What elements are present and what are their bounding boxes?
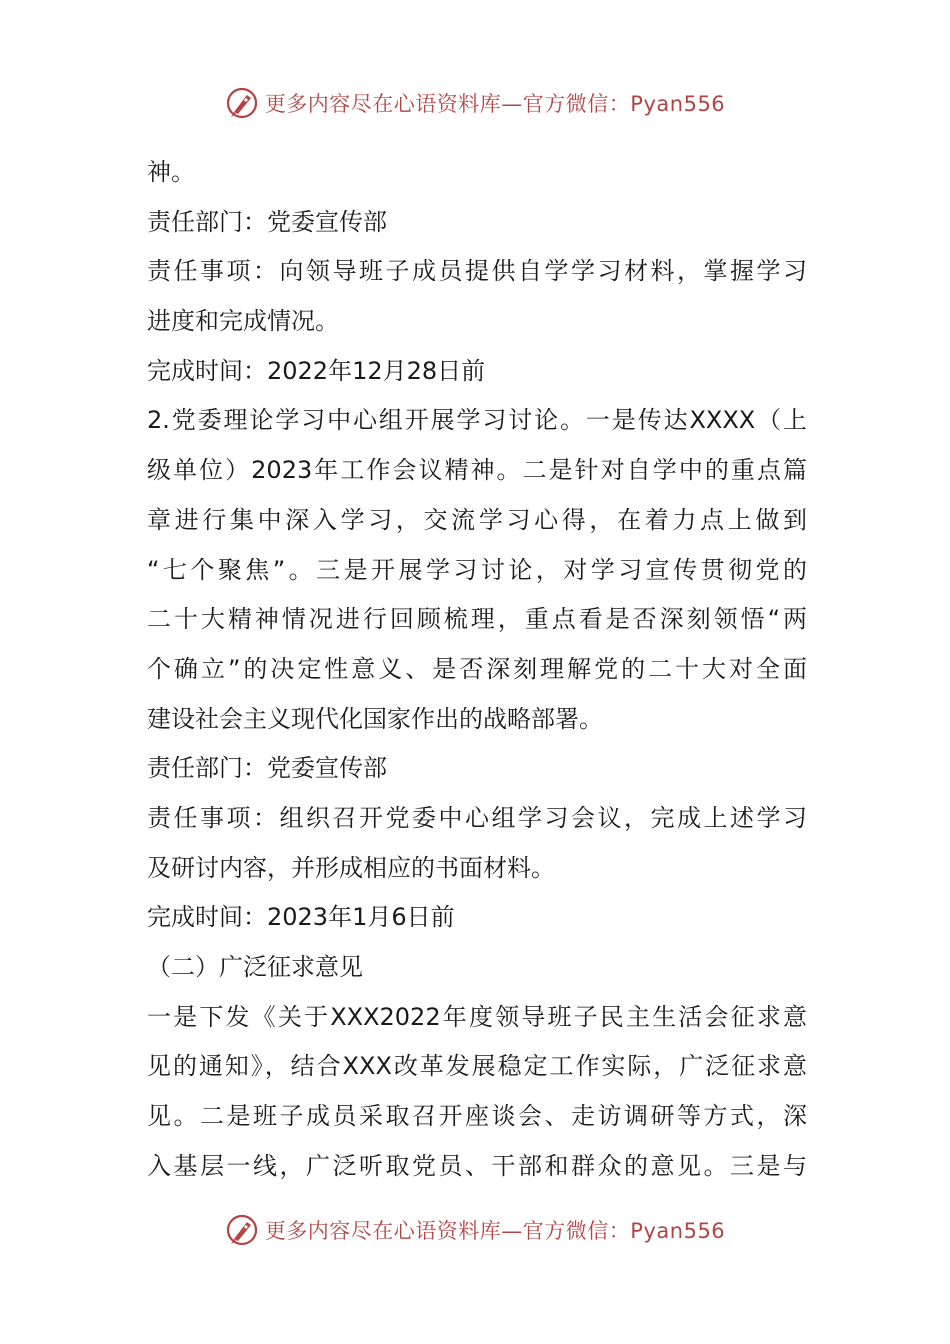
text-line: 完成时间：2022年12月28日前 xyxy=(147,356,486,385)
text-line: 级单位）2023年工作会议精神。二是针对自学中的重点篇 xyxy=(147,456,807,485)
watermark-text: 更多内容尽在心语资料库—官方微信：Pyan556 xyxy=(264,1219,726,1243)
section-heading: （二）广泛征求意见 xyxy=(147,953,363,981)
watermark-text: 更多内容尽在心语资料库—官方微信：Pyan556 xyxy=(264,92,726,116)
text-line: 个确立”的决定性意义、是否深刻理解党的二十大对全面 xyxy=(147,654,807,683)
pen-nib-logo-icon xyxy=(225,86,259,120)
text-line: 进度和完成情况。 xyxy=(147,307,339,336)
text-line: 入基层一线，广泛听取党员、干部和群众的意见。三是与 xyxy=(147,1151,807,1180)
document-body xyxy=(147,148,807,1191)
text-line: 责任事项：向领导班子成员提供自学学习材料，掌握学习 xyxy=(147,257,807,286)
watermark-banner-top xyxy=(0,81,950,125)
text-line: 责任事项：组织召开党委中心组学习会议，完成上述学习 xyxy=(147,803,807,832)
text-line: 建设社会主义现代化国家作出的战略部署。 xyxy=(147,704,603,733)
pen-nib-logo-icon xyxy=(225,1213,259,1247)
text-line: 责任部门：党委宣传部 xyxy=(147,754,387,783)
text-line: 见的通知》，结合XXX改革发展稳定工作实际，广泛征求意 xyxy=(147,1052,807,1081)
text-line: 及研讨内容，并形成相应的书面材料。 xyxy=(147,853,555,882)
text-line: 章进行集中深入学习，交流学习心得，在着力点上做到 xyxy=(147,505,807,534)
text-line: 神。 xyxy=(147,158,195,186)
text-line: 二十大精神情况进行回顾梳理，重点看是否深刻领悟“两 xyxy=(147,605,807,634)
watermark-banner-bottom xyxy=(0,1208,950,1252)
text-line: “七个聚焦”。三是开展学习讨论，对学习宣传贯彻党的 xyxy=(147,555,807,584)
text-line: 责任部门：党委宣传部 xyxy=(147,207,387,236)
text-line: 见。二是班子成员采取召开座谈会、走访调研等方式，深 xyxy=(147,1102,807,1131)
text-line: 2.党委理论学习中心组开展学习讨论。一是传达XXXX（上 xyxy=(147,406,807,435)
text-line: 完成时间：2023年1月6日前 xyxy=(147,903,455,932)
text-line: 一是下发《关于XXX2022年度领导班子民主生活会征求意 xyxy=(147,1002,807,1031)
